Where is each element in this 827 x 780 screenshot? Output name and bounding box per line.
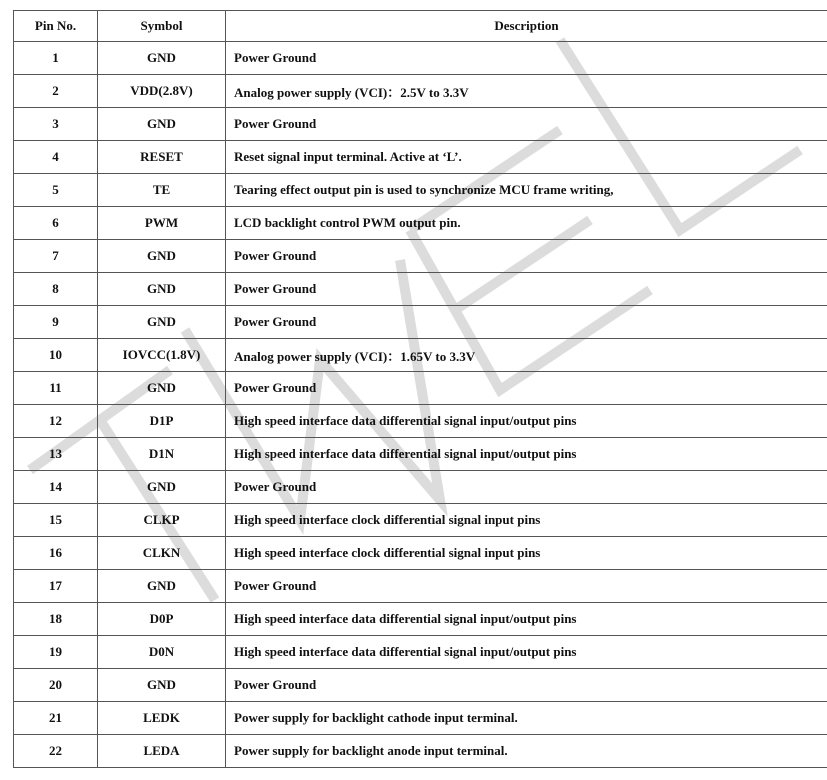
pin-cell: 12 bbox=[14, 405, 98, 438]
symbol-cell: PWM bbox=[98, 207, 226, 240]
description-cell: High speed interface data differential signal input/output pins bbox=[226, 405, 827, 438]
pin-cell: 20 bbox=[14, 669, 98, 702]
table-row bbox=[14, 306, 827, 339]
description-cell: Power Ground bbox=[226, 372, 827, 405]
symbol-cell: RESET bbox=[98, 141, 226, 174]
symbol-cell: GND bbox=[98, 669, 226, 702]
symbol-cell: IOVCC(1.8V) bbox=[98, 339, 226, 372]
pin-cell: 14 bbox=[14, 471, 98, 504]
pin-cell: 22 bbox=[14, 735, 98, 768]
header-row bbox=[14, 11, 827, 42]
table-row bbox=[14, 372, 827, 405]
symbol-cell: GND bbox=[98, 570, 226, 603]
description-cell: High speed interface data differential signal input/output pins bbox=[226, 603, 827, 636]
pin-cell: 15 bbox=[14, 504, 98, 537]
symbol-cell: LEDK bbox=[98, 702, 226, 735]
description-cell: Power supply for backlight cathode input terminal. bbox=[226, 702, 827, 735]
description-cell: Power Ground bbox=[226, 570, 827, 603]
description-cell: High speed interface clock differential signal input pins bbox=[226, 504, 827, 537]
table-row bbox=[14, 141, 827, 174]
description-cell: Power Ground bbox=[226, 108, 827, 141]
symbol-cell: GND bbox=[98, 108, 226, 141]
description-cell: Power Ground bbox=[226, 42, 827, 75]
pin-cell: 6 bbox=[14, 207, 98, 240]
symbol-cell: GND bbox=[98, 471, 226, 504]
description-cell: Power Ground bbox=[226, 669, 827, 702]
description-cell: Tearing effect output pin is used to synchronize MCU frame writing, bbox=[226, 174, 827, 207]
symbol-cell: GND bbox=[98, 306, 226, 339]
symbol-cell: GND bbox=[98, 273, 226, 306]
symbol-cell: D0N bbox=[98, 636, 226, 669]
description-cell: Power supply for backlight anode input terminal. bbox=[226, 735, 827, 768]
symbol-cell: CLKN bbox=[98, 537, 226, 570]
table-row bbox=[14, 636, 827, 669]
description-cell: Reset signal input terminal. Active at ‘L’. bbox=[226, 141, 827, 174]
description-cell: Power Ground bbox=[226, 240, 827, 273]
pin-cell: 4 bbox=[14, 141, 98, 174]
table-row bbox=[14, 240, 827, 273]
pin-cell: 7 bbox=[14, 240, 98, 273]
symbol-cell: VDD(2.8V) bbox=[98, 75, 226, 108]
table-row bbox=[14, 75, 827, 108]
table-row bbox=[14, 537, 827, 570]
symbol-cell: GND bbox=[98, 42, 226, 75]
pin-cell: 3 bbox=[14, 108, 98, 141]
table-row bbox=[14, 504, 827, 537]
description-cell: Analog power supply (VCI)：2.5V to 3.3V bbox=[226, 75, 827, 108]
description-cell: High speed interface clock differential signal input pins bbox=[226, 537, 827, 570]
pin-cell: 18 bbox=[14, 603, 98, 636]
description-cell: LCD backlight control PWM output pin. bbox=[226, 207, 827, 240]
description-cell: High speed interface data differential signal input/output pins bbox=[226, 636, 827, 669]
header-symbol: Symbol bbox=[98, 11, 226, 42]
table-row bbox=[14, 603, 827, 636]
pin-cell: 21 bbox=[14, 702, 98, 735]
table-row bbox=[14, 207, 827, 240]
symbol-cell: GND bbox=[98, 240, 226, 273]
description-cell: Power Ground bbox=[226, 273, 827, 306]
pin-cell: 5 bbox=[14, 174, 98, 207]
table-row bbox=[14, 174, 827, 207]
pin-cell: 19 bbox=[14, 636, 98, 669]
pin-cell: 9 bbox=[14, 306, 98, 339]
symbol-cell: D1N bbox=[98, 438, 226, 471]
pin-cell: 17 bbox=[14, 570, 98, 603]
table-row bbox=[14, 570, 827, 603]
pin-cell: 1 bbox=[14, 42, 98, 75]
description-cell: Analog power supply (VCI)：1.65V to 3.3V bbox=[226, 339, 827, 372]
pin-table bbox=[13, 10, 827, 768]
table-row bbox=[14, 735, 827, 768]
pin-cell: 10 bbox=[14, 339, 98, 372]
pin-cell: 13 bbox=[14, 438, 98, 471]
symbol-cell: GND bbox=[98, 372, 226, 405]
header-description: Description bbox=[226, 11, 827, 42]
symbol-cell: D1P bbox=[98, 405, 226, 438]
pin-cell: 8 bbox=[14, 273, 98, 306]
table-row bbox=[14, 42, 827, 75]
symbol-cell: LEDA bbox=[98, 735, 226, 768]
table-row bbox=[14, 405, 827, 438]
table-row bbox=[14, 471, 827, 504]
table-row bbox=[14, 108, 827, 141]
pin-cell: 16 bbox=[14, 537, 98, 570]
pin-cell: 11 bbox=[14, 372, 98, 405]
description-cell: High speed interface data differential signal input/output pins bbox=[226, 438, 827, 471]
table-row bbox=[14, 273, 827, 306]
symbol-cell: TE bbox=[98, 174, 226, 207]
table-row bbox=[14, 438, 827, 471]
symbol-cell: D0P bbox=[98, 603, 226, 636]
pin-cell: 2 bbox=[14, 75, 98, 108]
description-cell: Power Ground bbox=[226, 306, 827, 339]
description-cell: Power Ground bbox=[226, 471, 827, 504]
symbol-cell: CLKP bbox=[98, 504, 226, 537]
table-row bbox=[14, 702, 827, 735]
table-row bbox=[14, 339, 827, 372]
table-row bbox=[14, 669, 827, 702]
header-pin: Pin No. bbox=[14, 11, 98, 42]
